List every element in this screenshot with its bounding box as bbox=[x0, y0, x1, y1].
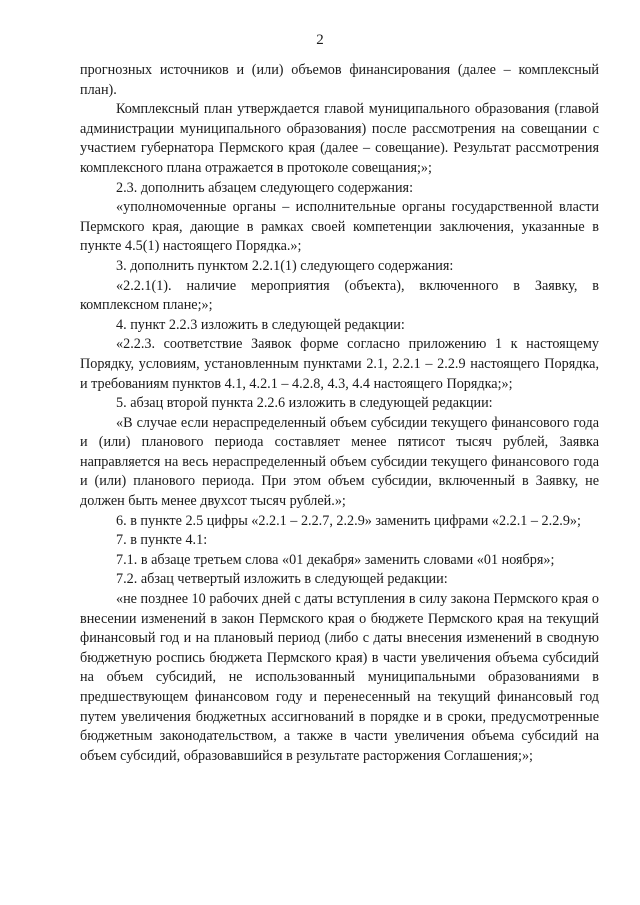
paragraph-7: 4. пункт 2.2.3 изложить в следующей редакции: bbox=[116, 316, 405, 333]
paragraph-13: 7.1. в абзаце третьем слова «01 декабря» заменить словами «01 ноября»; bbox=[116, 551, 555, 568]
paragraph-4: «уполномоченные органы – исполнительные органы государственной власти Пермского края, дающие в рамках своей компетенции заключения, указанные в пункте 4.5(1) настоящего Порядка.»; bbox=[80, 199, 599, 255]
paragraph-5: 3. дополнить пунктом 2.2.1(1) следующего содержания: bbox=[116, 257, 454, 274]
paragraph-15: «не позднее 10 рабочих дней с даты вступления в силу закона Пермского края о внесении изменений в закон Пермского края о бюджете Пермского края на текущий финансовый год и на плановый период (либо с даты внесения изменений в сводную бюджетную роспись бюджета Пермского края) в части увеличения объема субсидий на объем субсидий, не использованный муниципальными образованиями в предшествующем финансовом году и перенесенный на текущий финансовый год путем увеличения бюджетных ассигнований в порядке и в сроки, предусмотренные бюджетным законодательством, а также в части увеличения объема субсидий на объем субсидий, образовавшийся в результате расторжения Соглашения;»; bbox=[80, 591, 599, 764]
page-number: 2 bbox=[316, 32, 324, 48]
paragraph-14: 7.2. абзац четвертый изложить в следующей редакции: bbox=[116, 571, 448, 588]
paragraph-8: «2.2.3. соответствие Заявок форме согласно приложению 1 к настоящему Порядку, условиям, установленным пунктами 2.1, 2.2.1 – 2.2.9 настоящего Порядка, и требованиям пунктов 4.1, 4.2.1 – 4.2.8, 4.3, 4.4 настоящего Порядка;»; bbox=[80, 336, 599, 392]
document-body bbox=[80, 61, 599, 766]
paragraph-3: 2.3. дополнить абзацем следующего содержания: bbox=[116, 179, 414, 196]
paragraph-12: 7. в пункте 4.1: bbox=[116, 532, 208, 549]
paragraph-6: «2.2.1(1). наличие мероприятия (объекта), включенного в Заявку, в комплексном плане;»; bbox=[80, 277, 599, 314]
paragraph-9: 5. абзац второй пункта 2.2.6 изложить в следующей редакции: bbox=[116, 395, 493, 412]
paragraph-2: Комплексный план утверждается главой муниципального образования (главой администрации муниципального образования) после рассмотрения на совещании с участием губернатора Пермского края (далее – совещание). Результат рассмотрения комплексного плана отражается в протоколе совещания;»; bbox=[80, 101, 599, 176]
paragraph-11: 6. в пункте 2.5 цифры «2.2.1 – 2.2.7, 2.2.9» заменить цифрами «2.2.1 – 2.2.9»; bbox=[116, 512, 581, 529]
paragraph-10: «В случае если нераспределенный объем субсидии текущего финансового года и (или) планового периода составляет менее пятисот тысяч рублей, Заявка направляется на весь нераспределенный объем субсидии текущего финансового года и (или) планового периода. При этом объем субсидии, включенный в Заявку, не должен быть менее двухсот тысяч рублей.»; bbox=[80, 414, 599, 510]
paragraph-1: прогнозных источников и (или) объемов финансирования (далее – комплексный план). bbox=[80, 62, 599, 98]
